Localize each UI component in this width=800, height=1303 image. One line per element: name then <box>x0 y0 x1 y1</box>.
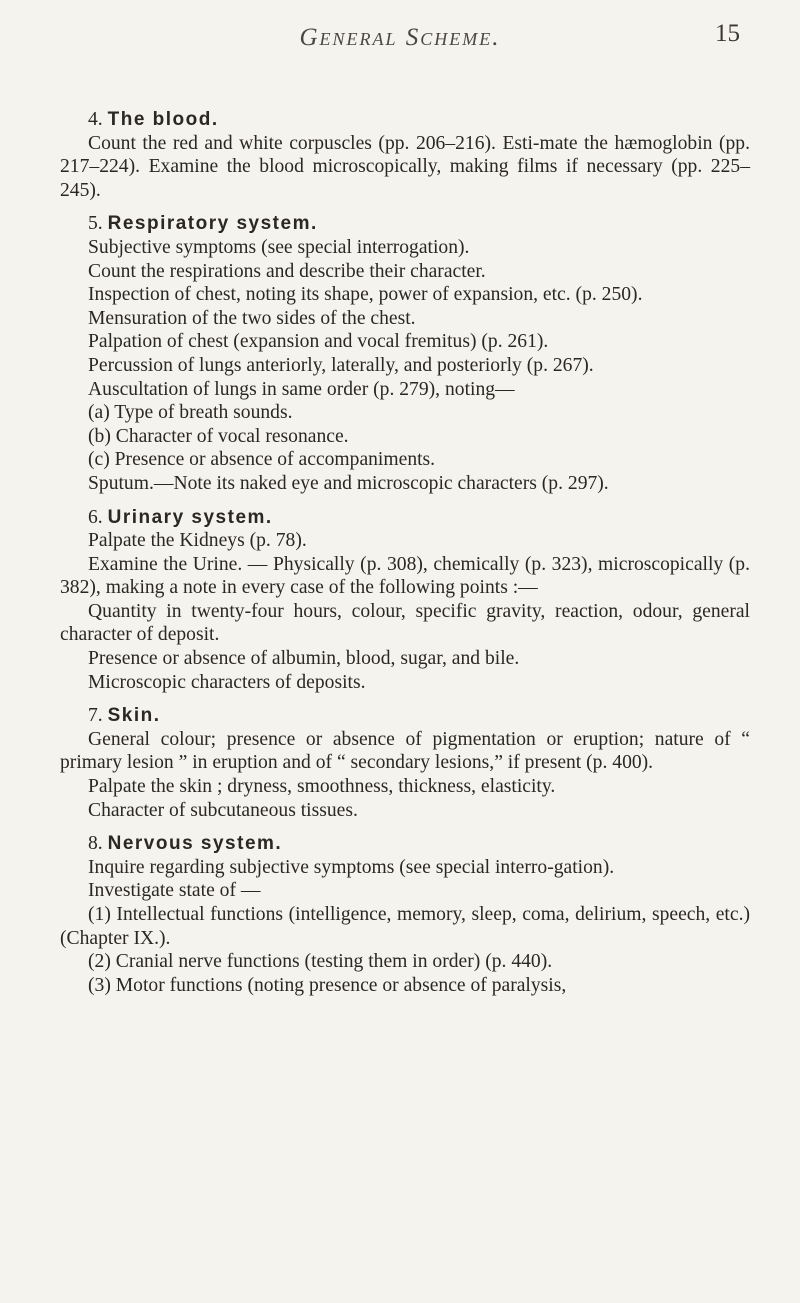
paragraph: Inspection of chest, noting its shape, power of expansion, etc. (p. 250). <box>88 284 643 306</box>
list-item: (b) Character of vocal resonance. <box>88 425 349 447</box>
paragraph: Percussion of lungs anteriorly, laterally, and posteriorly (p. 267). <box>88 354 594 376</box>
list-item: (2) Cranial nerve functions (testing them in order) (p. 440). <box>88 951 553 973</box>
list-item: (a) Type of breath sounds. <box>88 402 293 424</box>
section-heading-blood: 4. The blood. <box>88 109 219 130</box>
paragraph: Sputum.—Note its naked eye and microscopic characters (p. 297). <box>88 472 609 494</box>
page-body <box>60 108 750 997</box>
page-number: 15 <box>715 20 740 47</box>
paragraph: Subjective symptoms (see special interrogation). <box>88 236 470 258</box>
paragraph: Inquire regarding subjective symptoms (see special interro-gation). <box>88 856 615 878</box>
paragraph: Character of subcutaneous tissues. <box>88 799 358 821</box>
paragraph: Auscultation of lungs in same order (p. 279), noting— <box>88 378 515 400</box>
paragraph: Palpation of chest (expansion and vocal fremitus) (p. 261). <box>88 331 549 353</box>
list-item: (1) Intellectual functions (intelligence, memory, sleep, coma, delirium, speech, etc.) (Chapter IX.). <box>60 904 750 949</box>
paragraph: Examine the Urine. — Physically (p. 308), chemically (p. 323), microscopically (p. 382), making a note in every case of the following points :— <box>60 553 750 599</box>
paragraph: Investigate state of — <box>88 880 261 902</box>
paragraph: Microscopic characters of deposits. <box>88 671 366 693</box>
section-heading-nervous: 8. Nervous system. <box>88 833 283 855</box>
section-heading-urinary: 6. Urinary system. <box>88 506 273 528</box>
paragraph: General colour; presence or absence of pigmentation or eruption; nature of “ primary lesion ” in eruption and of “ secondary lesions,” if present (p. 400). <box>60 728 750 774</box>
paragraph: Count the respirations and describe their character. <box>88 260 486 282</box>
running-head <box>0 18 800 58</box>
section-heading-respiratory: 5. Respiratory system. <box>88 213 318 235</box>
paragraph: Palpate the skin ; dryness, smoothness, thickness, elasticity. <box>88 776 556 798</box>
section-heading-skin: 7. Skin. <box>88 705 161 727</box>
paragraph: Mensuration of the two sides of the chest. <box>88 307 416 329</box>
paragraph: Presence or absence of albumin, blood, sugar, and bile. <box>88 648 520 670</box>
paragraph: Quantity in twenty-four hours, colour, specific gravity, reaction, odour, general character of deposit. <box>60 600 750 646</box>
paragraph: Palpate the Kidneys (p. 78). <box>88 530 307 552</box>
list-item: (c) Presence or absence of accompaniments. <box>88 449 436 471</box>
paragraph: Count the red and white corpuscles (pp. 206–216). Esti-mate the hæmoglobin (pp. 217–224). Examine the blood microscopically, making films if necessary (pp. 225–245). <box>60 132 750 201</box>
list-item: (3) Motor functions (noting presence or absence of paralysis, <box>88 974 567 996</box>
running-title: General Scheme. <box>299 24 501 51</box>
